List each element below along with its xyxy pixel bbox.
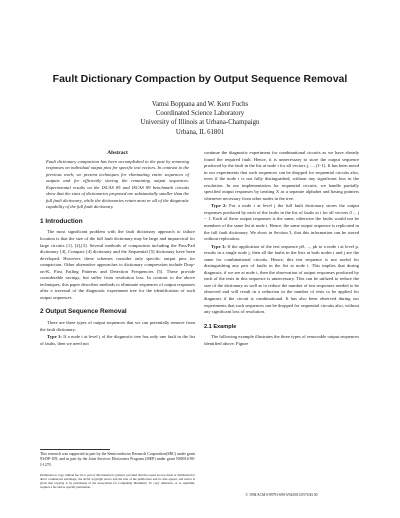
subsection-heading-example: 2.1 Example	[204, 323, 237, 330]
intro-paragraph: The most significant problem with the fault dictionary approach to failure location is that the size of the full fault dictionary may be large and impractical for large circuits [1], [2],[3]. Several methods of compaction including the Pass/Fail dictionary [4], Compact [4] dictionary and the Sequential [5] dictionary have been developed. However, these schemes consider only specific output pins for compaction. Other alternative approaches to dictionary compression include Drop-on-K, First Failing Patterns and Detection Frequencies [5]. These provide considerable savings, but suffer from resolution loss. In contrast to the above techniques, this paper describes methods to eliminate sequences of output responses after a traversal of the diagnostic experiment tree for the identification of such output sequences.	[40, 229, 195, 300]
type3-paragraph	[204, 244, 359, 316]
example-paragraph: The following example illustrates the three types of removable output sequences identified above. Figure	[204, 334, 359, 346]
left-column	[40, 150, 195, 348]
abstract-heading: Abstract	[107, 150, 128, 156]
author-lab: Coordinated Science Laboratory	[155, 110, 245, 118]
type1-continuation: continue the diagnostic experiment for combinational circuits as we have already found the required fault. Hence, it is unnecessary to store the output sequence produced by the fault in the list at node i for all vectors j, ..., (l−1). It has been noted in our experiments that such sequences can be dropped for sequential circuits also, even if the node i is not fully distinguished, without any significant loss in the resolution. In our implementation for sequential circuits, we handle partially specified output responses by treating X as a separate alphabet and basing pointers whenever necessary from other nodes in the tree.	[204, 150, 359, 201]
paper-title: Fault Dictionary Compaction by Output Sequence Removal	[52, 73, 348, 85]
type1-paragraph	[40, 334, 195, 347]
author-city: Urbana, IL 61801	[175, 128, 225, 136]
type1-label: Type 1:	[47, 334, 62, 340]
type2-paragraph	[204, 203, 359, 242]
right-column	[204, 150, 359, 348]
type3-label: Type 3:	[211, 243, 226, 249]
abstract-body: Fault dictionary compaction has been accomplished in the past by removing responses on individual output pins for specific test vectors. In contrast to the previous work, we present techniques for eliminating entire sequences of outputs and for efficiently storing the remaining output sequences. Experimental results on the ISCAS 85 and ISCAS 89 benchmark circuits show that the sizes of dictionaries proposed are substantially smaller than the full fault dictionary, while the dictionaries retain most or all of the diagnostic capability of the full fault dictionary.	[46, 158, 189, 210]
removal-paragraph: There are three types of output sequences that we can potentially remove from the fault dictionary.	[40, 320, 195, 332]
type2-label: Type 2:	[211, 203, 227, 209]
author-university: University of Illinois at Urbana-Champaign	[140, 119, 260, 127]
type3-body: If the application of the test sequence p0, ..., pk to a node i at level p, results in a single node j, then all the faults in the lists at both nodes i and j are the same for combinational circuits. Hence, this test sequence is not useful for distinguishing any pair of faults in the list at node i. This implies that during diagnosis, if we are at node i, then the observation of output responses produced by each of the tests in this sequence is unnecessary. This can be utilized to reduce the size of the dictionary as well as to reduce the number of test responses needed to be observed and will result in a reduction in the number of tests to be applied for diagnosis if the circuit is combinational. It has also been observed during our experiments that such sequences can be dropped for sequential circuits also, without any significant loss of resolution.	[204, 243, 359, 315]
type2-body: For a node i at level j the full fault dictionary stores the output responses produced by each of the faults in the list of faults at i for all vectors 0 ... j − 1. Each of these output responses is the same, otherwise the faults would not be members of the same list at node i. Hence, the same output sequence is replicated in the full fault dictionary. We show in Section 3, that this information can be stored without replication.	[204, 203, 359, 242]
copyright-notice: Permission to copy without fee all or part of this material is granted, provided that the copies are not made or distributed for direct commercial advantage, the ACM copyright notice and the title of the publication and its date appear, and notice is given that copying is by permission of the Association for Computing Machinery. To copy otherwise, or to republish, requires a fee and/or specific permission.	[40, 473, 195, 489]
section-heading-output-sequence-removal: 2 Output Sequence Removal	[40, 308, 127, 316]
type1-body: If a node i at level j of the diagnostic tree has only one fault in the list of faults, then we need not	[40, 334, 195, 346]
footnote-rule	[40, 449, 110, 450]
page-footer: © 1994 ACM 0-89791-690-5/94/0011/0576 $3.50	[245, 493, 318, 497]
author-block	[0, 100, 400, 137]
section-heading-introduction: 1 Introduction	[40, 217, 83, 225]
funding-footnote: This research was supported in part by the Semiconductor Research Corporation(SRC) under grant 93-DP-109, and in part by the Joint Services Electronics Program (JSEP) under grant N00014-90-J-1270.	[40, 452, 195, 467]
author-names: Vamsi Boppana and W. Kent Fuchs	[151, 101, 249, 108]
